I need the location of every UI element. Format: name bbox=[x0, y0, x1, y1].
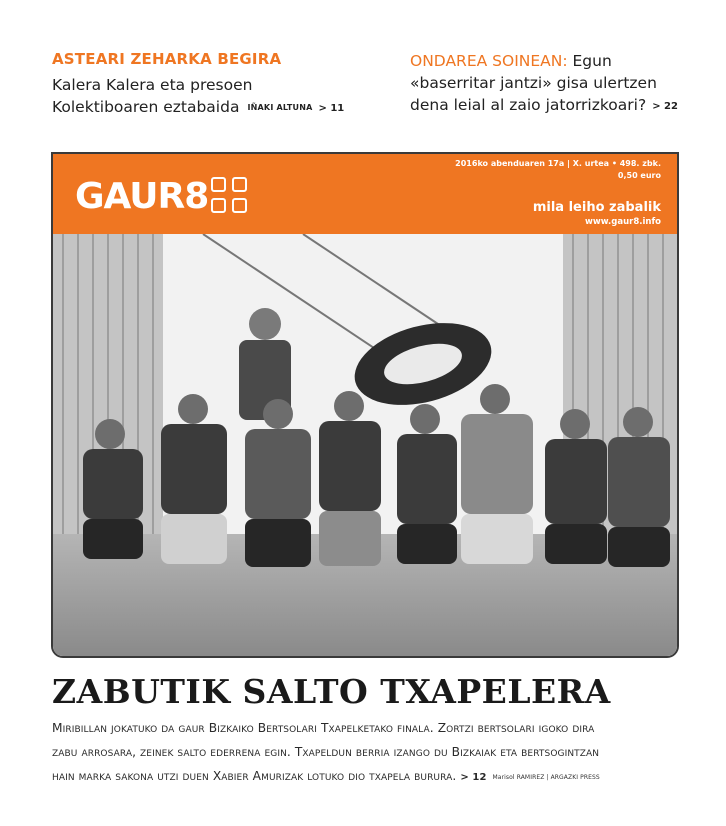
teaser-left-page-ref[interactable]: > 11 bbox=[318, 103, 345, 114]
teaser-right-line2: «baserritar jantzi» gisa ulertzen bbox=[410, 74, 657, 92]
group-photo-image bbox=[53, 234, 677, 656]
deck-line-2: zabu arrosara, zeinek salto ederrena egin. Txapeldun berria izango du Bizkaiak eta bertsogintzan bbox=[52, 745, 600, 759]
teaser-right-kicker: ONDAREA SOINEAN: bbox=[410, 52, 568, 70]
teaser-right-page-ref[interactable]: > 22 bbox=[652, 101, 678, 112]
teaser-left-kicker: ASTEARI ZEHARKA BEGIRA bbox=[52, 50, 282, 68]
teaser-left-byline: IÑAKI ALTUNA bbox=[247, 103, 313, 112]
teaser-left-text bbox=[52, 74, 372, 120]
article-page-ref[interactable]: > 12 bbox=[460, 772, 487, 783]
teaser-right-line1-rest: Egun bbox=[572, 52, 612, 70]
photo-credit: Marisol RAMIREZ | ARGAZKI PRESS bbox=[492, 774, 600, 781]
website-link[interactable]: www.gaur8.info bbox=[585, 217, 661, 227]
masthead bbox=[53, 154, 677, 234]
teaser-right-line3: dena leial al zaio jatorrizkoari? bbox=[410, 96, 647, 114]
deck-line-1: Miribillan jokatuko da gaur Bizkaiko Bertsolari Txapelketako finala. Zortzi bertsolari igoko dira bbox=[52, 721, 595, 735]
slogan: mila leiho zabalik bbox=[532, 200, 661, 215]
teaser-left-line1: Kalera Kalera eta presoen bbox=[52, 76, 253, 94]
article-deck bbox=[52, 716, 682, 790]
article-headline[interactable]: ZABUTIK SALTO TXAPELERA bbox=[52, 672, 611, 711]
issue-line: 2016ko abenduaren 17a | X. urtea • 498. zbk. bbox=[455, 159, 661, 168]
deck-line-3: hain marka sakona utzi duen Xabier Amurizak lotuko dio txapela burura. bbox=[52, 769, 457, 783]
price: 0,50 euro bbox=[617, 171, 661, 180]
teaser-right[interactable] bbox=[410, 50, 710, 118]
cover-card[interactable] bbox=[51, 152, 679, 658]
teaser-left[interactable] bbox=[52, 50, 372, 120]
logo: GAUR8 bbox=[75, 176, 209, 217]
logo-grid-icon bbox=[211, 177, 251, 217]
teaser-right-line1 bbox=[410, 50, 710, 72]
teaser-left-line2: Kolektiboaren eztabaida bbox=[52, 98, 240, 116]
